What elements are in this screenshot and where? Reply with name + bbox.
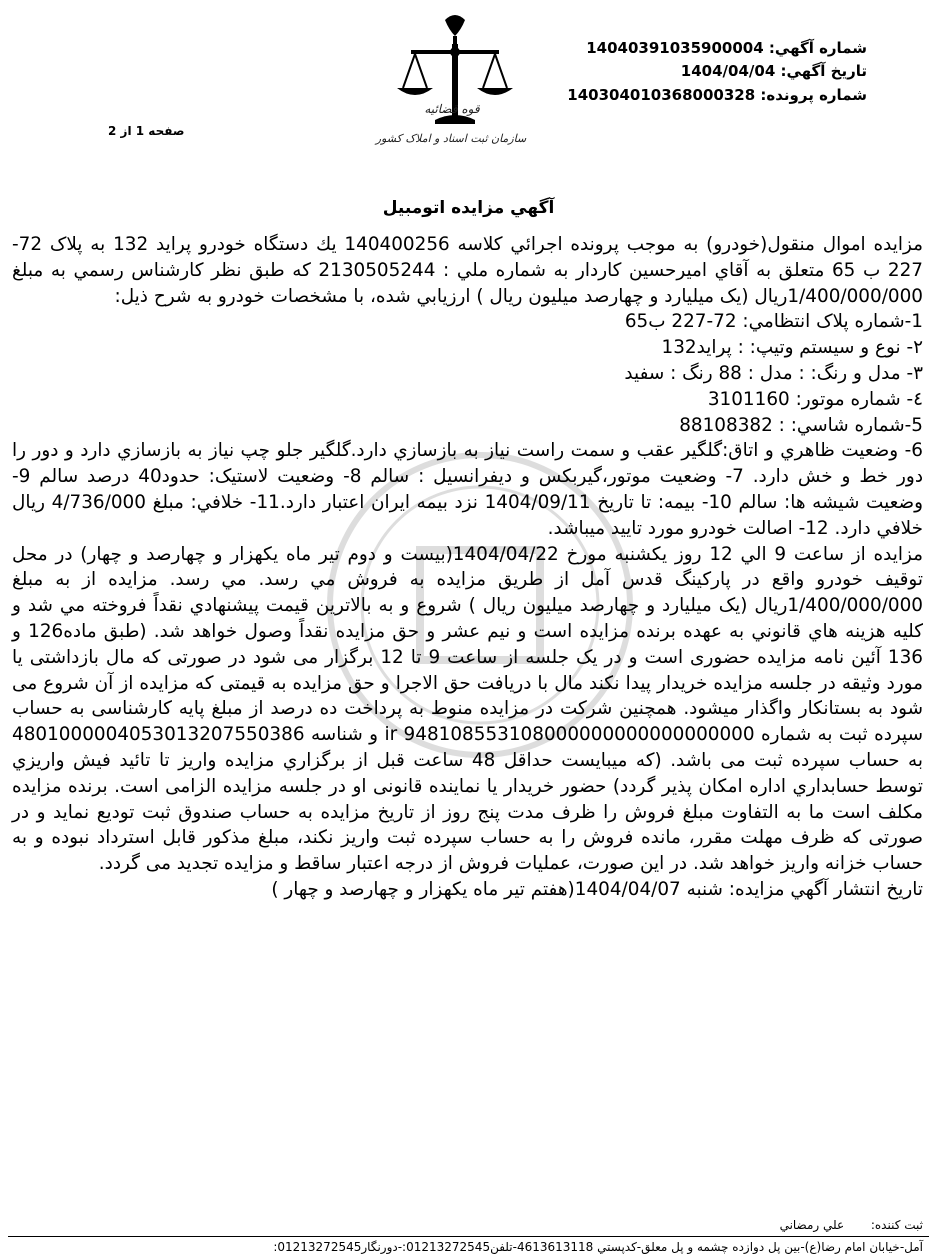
registrar-name: علي رمضاني (779, 1218, 845, 1232)
spec-plate: 1-شماره پلاک انتظامي: 72-227 ب65 (624, 311, 923, 333)
spec-type: ٢- نوع و سيستم وتيپ: : پرايد132 (661, 337, 923, 359)
registrar-line (780, 1216, 923, 1234)
auction-terms-paragraph: مزايده از ساعت 9 الي 12 روز يکشنبه مورخ 1404/04/22(بيست و دوم تير ماه يکهزار و چهارصد و چهار) در محل توقيف خودرو واقع در پارکينگ قدس آمل از طريق مزايده به فروش مي رسد. مي رسد. مزايده از به مبلغ 1/400/000/000ريال (يک ميليارد و چهارصد ميليون ريال ) شروع و به بالاترين قيمت پيشنهادي نقداً فروخته مي شد و کليه هزينه هاي قانوني به عهده برنده مزايده است و نيم عشر و حق مزايده نقداً وصول خواهد شد. (طبق ماده126 و 136 آئين نامه مزايده حضوری است و در یک جلسه از ساعت 9 تا 12 برگزار می شود در صورتی که مال بازداشتی یا مورد وثیقه در جلسه مزایده خریدار پیدا نکند مال با دریافت حق الاجرا و حق مزایده به قیمتی که مزایده از آن شروع می شود به بستانکار واگذار میشود. همچنین شرکت در مزایده منوط به پرداخت ده درصد از مبلغ پایه کارشناسی به حساب سپرده ثبت به شماره ir 948108553108000000000000000000 و شناسه 480100000405301320755038​6 به حساب سپرده ثبت می باشد. (که میبایست حداقل 48 ساعت قبل از برگزاري مزايده واريز تا تائيد فيش واريزي توسط حسابداري اداره امکان پذير گردد) حضور خریدار یا نماینده قانونی او در جلسه مزایده الزامی است. برنده مزایده مکلف است ما به التفاوت مبلغ فروش را ظرف مدت پنج روز از تاریخ مزایده به حساب صندوق ثبت تودیع نماید و در صورتی که ظرف مهلت مقرر، مانده فروش را به حساب سپرده ثبت واریز نکند، مبلغ مذکور قابل استرداد نبوده و به حساب خزانه واریز خواهد شد. در این صورت، عملیات فروش از درجه اعتبار ساقط و مزایده تجدید می گردد. (12, 543, 924, 875)
intro-paragraph: مزايده اموال منقول(خودرو) به موجب پرونده اجرائي كلاسه 140400256 يك دستگاه خودرو پرايد 132 به پلاک 72-227 ب 65 متعلق به آقاي اميرحسين كاردار به شماره ملي : 2130505244 که طبق نظر کارشناس رسمي به مبلغ 1/400/000/000ريال (يک ميليارد و چهارصد ميليون ريال ) ارزيابي شده، با مشخصات خودرو به شرح ذيل: (12, 234, 923, 307)
ad-number: 14040391035900004 (586, 39, 764, 57)
condition-paragraph: 6- وضعيت ظاهري و اتاق:گلگير عقب و سمت راست نياز به بازسازي دارد.گلگير جلو چپ نياز به بازسازي دارد و دور را دور خط و خش دارد. 7- وضعيت موتور،گيربکس و ديفرانسيل : سالم 8- وضعيت لاستيک: حدود40 درصد سالم 9- وضعيت شيشه ها: سالم 10- بيمه: تا تاريخ 1404/09/11 نزد بيمه ايران اعتبار دارد.11- خلافي: مبلغ 4/736/000 ريال خلافي دارد. 12- اصالت خودرو مورد تاييد ميباشد. (12, 440, 924, 539)
ad-date-line (681, 60, 867, 82)
emblem-line-2: سازمان ثبت اسناد و املاک کشور (375, 132, 527, 145)
footer-divider (8, 1236, 929, 1237)
ad-date-label: تاريخ آگهي: (780, 62, 867, 80)
ad-number-line (586, 37, 867, 59)
file-number: 140304010368000328 (567, 86, 756, 104)
spec-chassis: 5-شماره شاسي: : 88108382 (679, 414, 923, 436)
file-number-line (567, 84, 867, 106)
ad-number-label: شماره آگهي: (768, 39, 867, 57)
file-number-label: شماره پرونده: (760, 86, 867, 104)
page-number: صفحه 1 از 2 (108, 124, 185, 138)
spec-engine: ٤- شماره موتور: 3101160 (707, 388, 923, 410)
judiciary-emblem (375, 8, 527, 158)
spec-model-color: ٣- مدل و رنگ: : مدل : 88 رنگ : سفيد (624, 362, 923, 384)
ad-date: 1404/04/04 (680, 62, 776, 80)
emblem-line-1: قوه قضائيه (424, 102, 480, 116)
footer-address: آمل-خيابان امام رضا(ع)-بين پل دوازده چشمه و پل معلق-كدپستي 4613613118-تلفن01213272545:-دورنگار01213272545: (273, 1240, 923, 1254)
registrar-label: ثبت كننده: (870, 1218, 923, 1232)
publish-date-line: تاريخ انتشار آگهي مزايده: شنبه 1404/04/07(هفتم تير ماه يکهزار و چهارصد و چهار ) (271, 878, 923, 900)
announcement-body (12, 232, 923, 903)
page-title: آگهي مزايده اتومبيل (382, 198, 555, 218)
